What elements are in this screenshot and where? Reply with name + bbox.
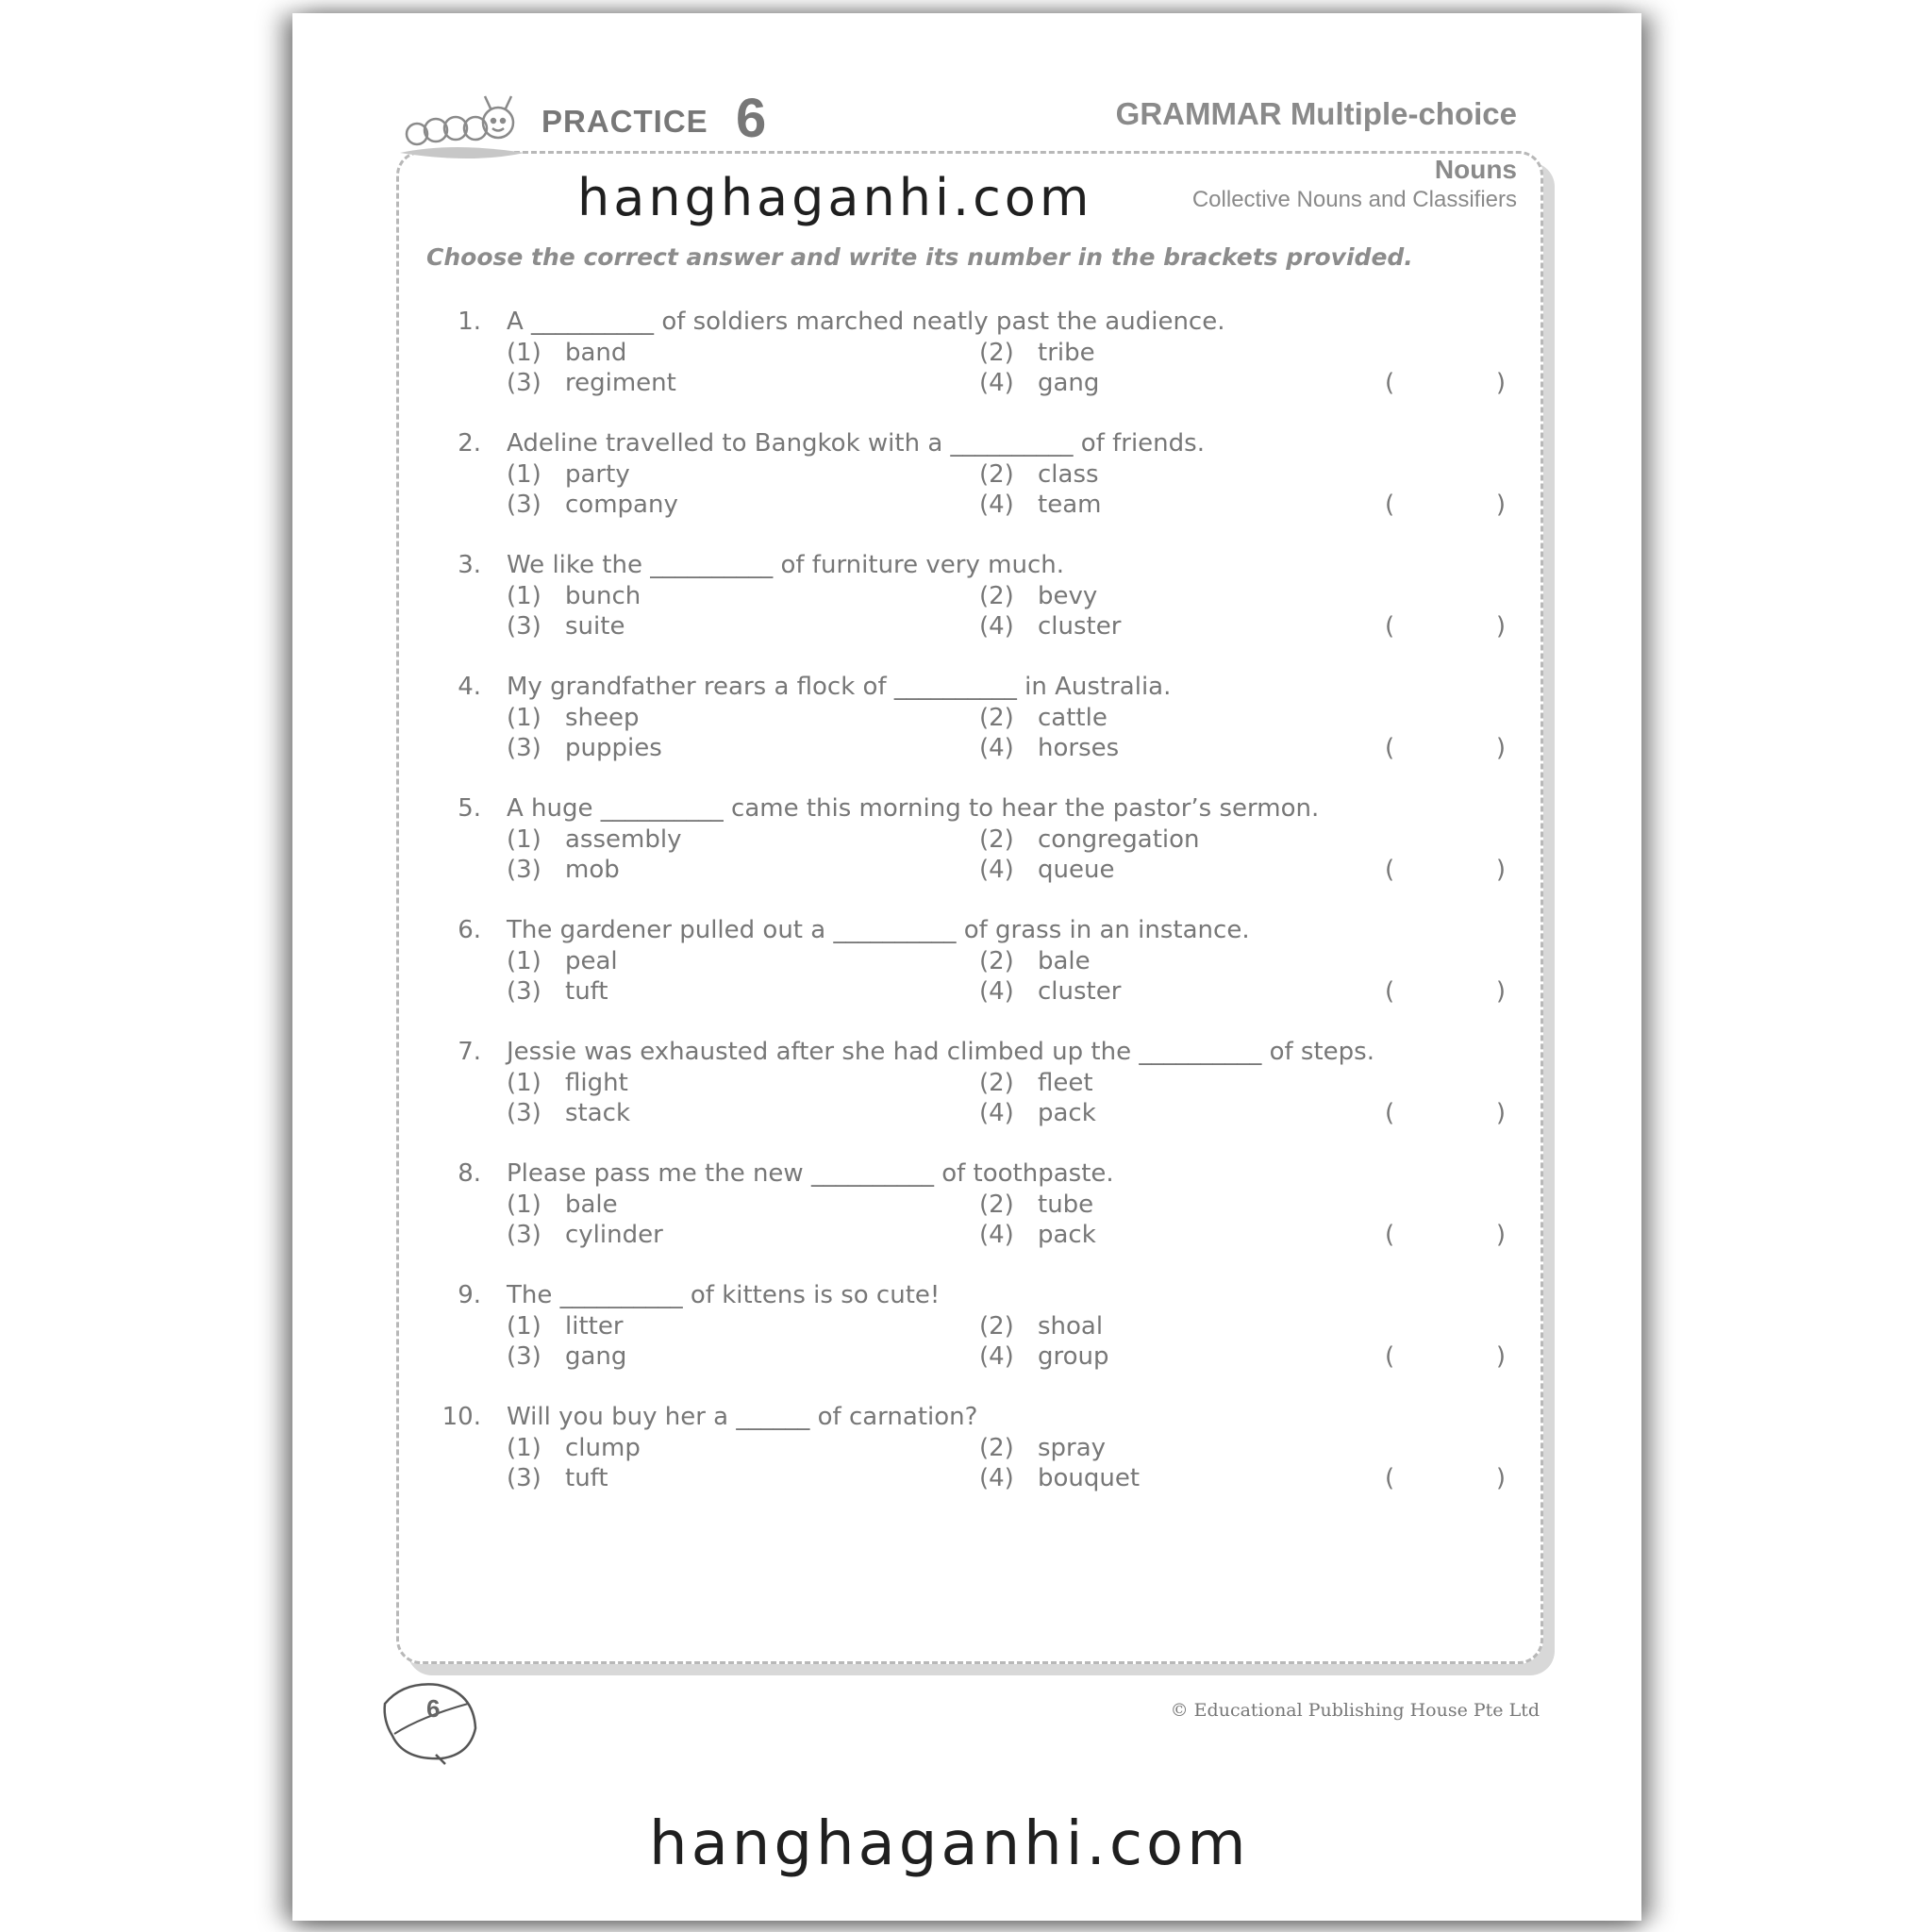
practice-label: PRACTICE — [541, 104, 708, 139]
question-text: We like the __________ of furniture very much. — [507, 551, 1064, 579]
option-number: (4) — [979, 491, 1014, 519]
answer-option — [507, 339, 626, 367]
option-text: litter — [565, 1312, 624, 1341]
question-number: 4. — [458, 673, 481, 701]
option-number: (3) — [507, 612, 541, 641]
answer-option — [507, 825, 681, 854]
question-number: 1. — [458, 308, 481, 336]
question-text: My grandfather rears a flock of __________ in Australia. — [507, 673, 1172, 701]
answer-option — [507, 977, 608, 1006]
question-item — [434, 308, 1509, 429]
option-text: congregation — [1038, 825, 1200, 854]
answer-option — [507, 1221, 663, 1249]
answer-option — [507, 582, 641, 610]
question-number: 9. — [458, 1281, 481, 1309]
question-item — [434, 1403, 1509, 1524]
option-number: (1) — [507, 1069, 541, 1097]
option-number: (1) — [507, 825, 541, 854]
option-text: tuft — [565, 977, 608, 1006]
option-text: assembly — [565, 825, 682, 854]
option-text: bunch — [565, 582, 641, 610]
question-text: The __________ of kittens is so cute! — [507, 1281, 941, 1309]
question-number: 5. — [458, 794, 481, 823]
bracket-open: ( — [1385, 1464, 1395, 1492]
answer-option — [507, 369, 676, 397]
option-text: horses — [1038, 734, 1120, 762]
option-number: (2) — [979, 1434, 1014, 1462]
option-text: tribe — [1038, 339, 1095, 367]
option-text: bale — [1038, 947, 1091, 975]
option-text: class — [1038, 460, 1099, 489]
option-text: tuft — [565, 1464, 608, 1492]
question-number: 6. — [458, 916, 481, 944]
option-number: (3) — [507, 369, 541, 397]
question-item — [434, 673, 1509, 794]
option-number: (4) — [979, 856, 1014, 884]
option-text: party — [565, 460, 630, 489]
option-number: (3) — [507, 491, 541, 519]
answer-option — [979, 704, 1108, 732]
answer-option — [979, 491, 1101, 519]
option-number: (1) — [507, 704, 541, 732]
option-text: bale — [565, 1191, 618, 1219]
bracket-close: ) — [1495, 1342, 1506, 1371]
option-text: regiment — [565, 369, 676, 397]
option-text: queue — [1038, 856, 1115, 884]
answer-option — [979, 1464, 1140, 1492]
option-number: (2) — [979, 704, 1014, 732]
bracket-close: ) — [1495, 1464, 1506, 1492]
topic-title: Collective Nouns and Classifiers — [1191, 187, 1517, 212]
option-number: (4) — [979, 1464, 1014, 1492]
answer-option — [979, 1221, 1096, 1249]
option-text: cluster — [1038, 612, 1122, 641]
bracket-open: ( — [1385, 491, 1395, 519]
answer-option — [507, 856, 620, 884]
option-number: (2) — [979, 460, 1014, 489]
option-text: puppies — [565, 734, 662, 762]
option-number: (1) — [507, 582, 541, 610]
option-text: shoal — [1038, 1312, 1104, 1341]
option-number: (2) — [979, 1312, 1014, 1341]
option-text: stack — [565, 1099, 631, 1127]
option-text: pack — [1038, 1099, 1096, 1127]
option-text: gang — [565, 1342, 627, 1371]
answer-option — [507, 1342, 626, 1371]
option-text: peal — [565, 947, 618, 975]
option-number: (4) — [979, 369, 1014, 397]
bracket-open: ( — [1385, 734, 1395, 762]
bracket-open: ( — [1385, 1099, 1395, 1127]
question-item — [434, 1159, 1509, 1281]
question-item — [434, 1038, 1509, 1159]
option-number: (4) — [979, 1099, 1014, 1127]
option-number: (4) — [979, 977, 1014, 1006]
option-number: (4) — [979, 1221, 1014, 1249]
question-item — [434, 916, 1509, 1038]
option-number: (3) — [507, 856, 541, 884]
option-number: (2) — [979, 947, 1014, 975]
copyright-text: © Educational Publishing House Pte Ltd — [1170, 1700, 1540, 1721]
question-text: The gardener pulled out a __________ of grass in an instance. — [507, 916, 1250, 944]
option-number: (4) — [979, 734, 1014, 762]
option-number: (3) — [507, 977, 541, 1006]
option-text: clump — [565, 1434, 641, 1462]
question-text: Jessie was exhausted after she had climbed up the __________ of steps. — [507, 1038, 1374, 1066]
answer-option — [979, 947, 1091, 975]
option-text: cylinder — [565, 1221, 663, 1249]
bracket-close: ) — [1495, 977, 1506, 1006]
option-number: (3) — [507, 1221, 541, 1249]
answer-option — [507, 1191, 618, 1219]
option-number: (1) — [507, 339, 541, 367]
bracket-close: ) — [1495, 1221, 1506, 1249]
caterpillar-icon — [396, 91, 528, 166]
option-number: (2) — [979, 1191, 1014, 1219]
bracket-close: ) — [1495, 734, 1506, 762]
option-number: (1) — [507, 1434, 541, 1462]
answer-option — [979, 825, 1200, 854]
question-text: Adeline travelled to Bangkok with a __________ of friends. — [507, 429, 1205, 458]
answer-option — [507, 947, 618, 975]
instruction-text: Choose the correct answer and write its number in the brackets provided. — [426, 243, 1413, 271]
option-text: gang — [1038, 369, 1100, 397]
question-number: 10. — [441, 1403, 481, 1431]
bracket-open: ( — [1385, 1221, 1395, 1249]
grammar-heading — [1116, 96, 1517, 132]
section-title: Nouns — [1434, 155, 1517, 184]
grammar-label: GRAMMAR — [1115, 96, 1282, 131]
question-text: A __________ of soldiers marched neatly past the audience. — [507, 308, 1225, 336]
option-number: (3) — [507, 1464, 541, 1492]
option-text: flight — [565, 1069, 628, 1097]
answer-option — [979, 856, 1114, 884]
bracket-open: ( — [1385, 369, 1395, 397]
answer-option — [507, 491, 678, 519]
bracket-close: ) — [1495, 612, 1506, 641]
answer-option — [507, 734, 662, 762]
page-number: 6 — [426, 1694, 441, 1723]
question-item — [434, 1281, 1509, 1403]
bracket-close: ) — [1495, 856, 1506, 884]
answer-option — [979, 1312, 1103, 1341]
answer-option — [979, 1069, 1093, 1097]
answer-option — [507, 612, 625, 641]
bracket-open: ( — [1385, 856, 1395, 884]
option-text: mob — [565, 856, 620, 884]
answer-option — [507, 1099, 630, 1127]
answer-option — [979, 977, 1121, 1006]
answer-option — [507, 460, 630, 489]
answer-option — [507, 704, 640, 732]
option-number: (4) — [979, 1342, 1014, 1371]
option-text: bevy — [1038, 582, 1098, 610]
option-number: (4) — [979, 612, 1014, 641]
question-item — [434, 429, 1509, 551]
bracket-open: ( — [1385, 612, 1395, 641]
option-number: (3) — [507, 1342, 541, 1371]
option-text: cluster — [1038, 977, 1122, 1006]
option-number: (2) — [979, 825, 1014, 854]
answer-option — [979, 734, 1119, 762]
question-number: 7. — [458, 1038, 481, 1066]
answer-option — [507, 1434, 641, 1462]
bracket-close: ) — [1495, 491, 1506, 519]
bracket-close: ) — [1495, 369, 1506, 397]
answer-option — [507, 1464, 608, 1492]
option-number: (2) — [979, 339, 1014, 367]
option-text: group — [1038, 1342, 1109, 1371]
answer-option — [507, 1069, 628, 1097]
question-number: 3. — [458, 551, 481, 579]
grammar-sub-label: Multiple-choice — [1290, 96, 1517, 131]
answer-option — [507, 1312, 624, 1341]
watermark-bottom: hanghaganhi.com — [649, 1809, 1250, 1879]
answer-option — [979, 1342, 1109, 1371]
option-number: (1) — [507, 947, 541, 975]
option-number: (3) — [507, 734, 541, 762]
option-text: pack — [1038, 1221, 1096, 1249]
option-text: band — [565, 339, 627, 367]
option-number: (1) — [507, 460, 541, 489]
question-item — [434, 551, 1509, 673]
question-number: 2. — [458, 429, 481, 458]
answer-option — [979, 1099, 1096, 1127]
answer-option — [979, 369, 1099, 397]
option-number: (1) — [507, 1312, 541, 1341]
option-text: sheep — [565, 704, 640, 732]
answer-option — [979, 582, 1097, 610]
question-text: A huge __________ came this morning to hear the pastor’s sermon. — [507, 794, 1320, 823]
option-text: bouquet — [1038, 1464, 1141, 1492]
answer-option — [979, 460, 1099, 489]
option-text: cattle — [1038, 704, 1108, 732]
practice-number: 6 — [736, 88, 767, 149]
answer-option — [979, 1191, 1093, 1219]
question-item — [434, 794, 1509, 916]
option-number: (1) — [507, 1191, 541, 1219]
watermark-top: hanghaganhi.com — [577, 168, 1093, 227]
question-number: 8. — [458, 1159, 481, 1188]
option-text: suite — [565, 612, 625, 641]
option-number: (2) — [979, 1069, 1014, 1097]
option-text: tube — [1038, 1191, 1094, 1219]
bracket-close: ) — [1495, 1099, 1506, 1127]
answer-option — [979, 612, 1121, 641]
option-text: company — [565, 491, 678, 519]
option-text: team — [1038, 491, 1102, 519]
option-number: (2) — [979, 582, 1014, 610]
option-number: (3) — [507, 1099, 541, 1127]
option-text: fleet — [1038, 1069, 1093, 1097]
answer-option — [979, 1434, 1106, 1462]
question-list — [434, 308, 1509, 1524]
answer-option — [979, 339, 1095, 367]
question-text: Please pass me the new __________ of toothpaste. — [507, 1159, 1114, 1188]
question-text: Will you buy her a ______ of carnation? — [507, 1403, 978, 1431]
bracket-open: ( — [1385, 1342, 1395, 1371]
bracket-open: ( — [1385, 977, 1395, 1006]
option-text: spray — [1038, 1434, 1107, 1462]
